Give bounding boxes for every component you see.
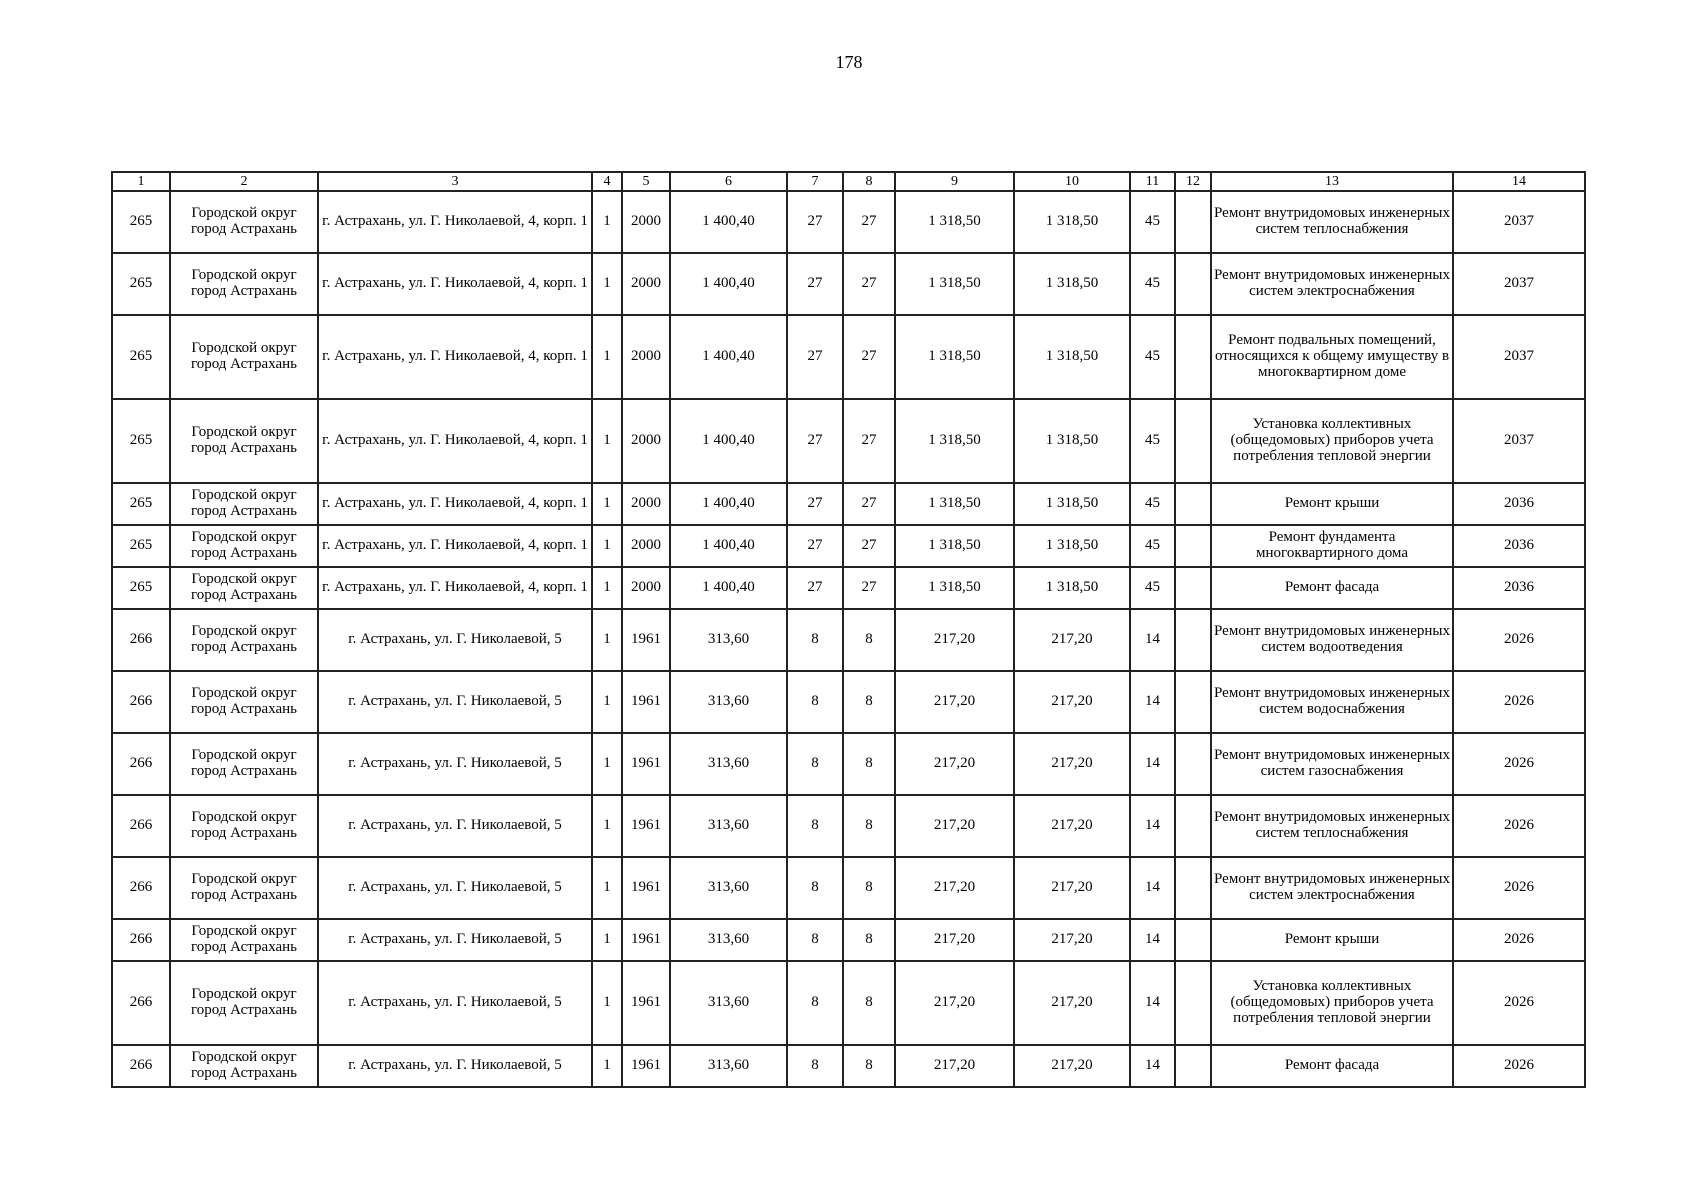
column-header: 6 bbox=[670, 172, 787, 191]
cell-year: 1961 bbox=[622, 609, 670, 671]
table-row bbox=[112, 961, 1585, 1045]
cell-year: 1961 bbox=[622, 961, 670, 1045]
table-header bbox=[112, 172, 1585, 191]
cell-value: 27 bbox=[787, 191, 843, 253]
cell-value bbox=[1175, 733, 1211, 795]
cell-number: 265 bbox=[112, 483, 170, 525]
cell-value: 8 bbox=[787, 795, 843, 857]
cell-area: 217,20 bbox=[1014, 671, 1130, 733]
cell-value bbox=[1175, 857, 1211, 919]
cell-year: 2036 bbox=[1453, 567, 1585, 609]
cell-value: 1 bbox=[592, 961, 622, 1045]
cell-value: 8 bbox=[843, 795, 895, 857]
cell-value bbox=[1175, 609, 1211, 671]
cell-municipality: Городской округ город Астрахань bbox=[170, 733, 318, 795]
cell-value: 1 bbox=[592, 671, 622, 733]
cell-work-type: Ремонт подвальных помещений, относящихся к общему имуществу в многоквартирном доме bbox=[1211, 315, 1453, 399]
cell-area: 313,60 bbox=[670, 609, 787, 671]
cell-work-type: Ремонт фасада bbox=[1211, 1045, 1453, 1087]
cell-value: 27 bbox=[843, 315, 895, 399]
cell-number: 265 bbox=[112, 315, 170, 399]
cell-area: 1 318,50 bbox=[895, 525, 1014, 567]
cell-value: 27 bbox=[787, 483, 843, 525]
cell-area: 217,20 bbox=[895, 1045, 1014, 1087]
cell-year: 2000 bbox=[622, 315, 670, 399]
table-row bbox=[112, 1045, 1585, 1087]
cell-area: 1 318,50 bbox=[1014, 191, 1130, 253]
cell-year: 2026 bbox=[1453, 857, 1585, 919]
cell-value: 14 bbox=[1130, 857, 1175, 919]
header-row bbox=[112, 172, 1585, 191]
cell-value: 14 bbox=[1130, 795, 1175, 857]
cell-number: 265 bbox=[112, 399, 170, 483]
cell-address: г. Астрахань, ул. Г. Николаевой, 5 bbox=[318, 733, 592, 795]
cell-work-type: Ремонт фасада bbox=[1211, 567, 1453, 609]
cell-value bbox=[1175, 191, 1211, 253]
cell-value: 8 bbox=[843, 609, 895, 671]
cell-value: 14 bbox=[1130, 919, 1175, 961]
cell-address: г. Астрахань, ул. Г. Николаевой, 4, корп. 1 bbox=[318, 483, 592, 525]
table-row bbox=[112, 733, 1585, 795]
cell-area: 217,20 bbox=[1014, 961, 1130, 1045]
cell-year: 2026 bbox=[1453, 961, 1585, 1045]
cell-area: 217,20 bbox=[895, 961, 1014, 1045]
cell-value: 45 bbox=[1130, 191, 1175, 253]
cell-year: 2000 bbox=[622, 399, 670, 483]
cell-address: г. Астрахань, ул. Г. Николаевой, 5 bbox=[318, 961, 592, 1045]
cell-value: 8 bbox=[843, 733, 895, 795]
cell-area: 1 400,40 bbox=[670, 483, 787, 525]
cell-work-type: Ремонт внутридомовых инженерных систем электроснабжения bbox=[1211, 253, 1453, 315]
cell-number: 265 bbox=[112, 567, 170, 609]
table-row bbox=[112, 191, 1585, 253]
cell-value: 1 bbox=[592, 919, 622, 961]
cell-area: 1 318,50 bbox=[1014, 399, 1130, 483]
cell-value: 27 bbox=[843, 567, 895, 609]
cell-value: 1 bbox=[592, 525, 622, 567]
cell-value: 8 bbox=[843, 1045, 895, 1087]
cell-municipality: Городской округ город Астрахань bbox=[170, 961, 318, 1045]
cell-year: 2026 bbox=[1453, 733, 1585, 795]
table-row bbox=[112, 795, 1585, 857]
cell-value: 8 bbox=[787, 733, 843, 795]
cell-year: 2037 bbox=[1453, 191, 1585, 253]
cell-area: 217,20 bbox=[1014, 857, 1130, 919]
cell-value: 8 bbox=[787, 919, 843, 961]
column-header: 8 bbox=[843, 172, 895, 191]
cell-value: 14 bbox=[1130, 961, 1175, 1045]
cell-value: 8 bbox=[787, 857, 843, 919]
cell-area: 1 318,50 bbox=[895, 399, 1014, 483]
cell-value bbox=[1175, 1045, 1211, 1087]
cell-municipality: Городской округ город Астрахань bbox=[170, 191, 318, 253]
cell-work-type: Ремонт внутридомовых инженерных систем электроснабжения bbox=[1211, 857, 1453, 919]
cell-area: 313,60 bbox=[670, 671, 787, 733]
cell-area: 1 400,40 bbox=[670, 525, 787, 567]
cell-address: г. Астрахань, ул. Г. Николаевой, 5 bbox=[318, 795, 592, 857]
cell-value: 1 bbox=[592, 1045, 622, 1087]
cell-number: 266 bbox=[112, 609, 170, 671]
cell-area: 217,20 bbox=[895, 609, 1014, 671]
cell-area: 217,20 bbox=[895, 857, 1014, 919]
cell-municipality: Городской округ город Астрахань bbox=[170, 315, 318, 399]
column-header: 3 bbox=[318, 172, 592, 191]
column-header: 7 bbox=[787, 172, 843, 191]
cell-value bbox=[1175, 253, 1211, 315]
cell-year: 2026 bbox=[1453, 671, 1585, 733]
cell-address: г. Астрахань, ул. Г. Николаевой, 4, корп. 1 bbox=[318, 567, 592, 609]
cell-year: 2036 bbox=[1453, 525, 1585, 567]
cell-area: 217,20 bbox=[1014, 919, 1130, 961]
page-number: 178 bbox=[835, 52, 863, 72]
cell-year: 1961 bbox=[622, 919, 670, 961]
table-row bbox=[112, 399, 1585, 483]
cell-value: 8 bbox=[787, 1045, 843, 1087]
cell-year: 2037 bbox=[1453, 315, 1585, 399]
cell-area: 1 318,50 bbox=[1014, 483, 1130, 525]
cell-value: 27 bbox=[787, 315, 843, 399]
cell-area: 217,20 bbox=[895, 733, 1014, 795]
registry-table bbox=[111, 171, 1586, 1088]
cell-work-type: Ремонт крыши bbox=[1211, 483, 1453, 525]
cell-value: 1 bbox=[592, 253, 622, 315]
cell-value bbox=[1175, 483, 1211, 525]
cell-value: 27 bbox=[843, 399, 895, 483]
cell-municipality: Городской округ город Астрахань bbox=[170, 253, 318, 315]
cell-municipality: Городской округ город Астрахань bbox=[170, 857, 318, 919]
cell-value: 14 bbox=[1130, 671, 1175, 733]
cell-number: 266 bbox=[112, 795, 170, 857]
cell-work-type: Установка коллективных (общедомовых) приборов учета потребления тепловой энергии bbox=[1211, 399, 1453, 483]
cell-number: 266 bbox=[112, 1045, 170, 1087]
cell-address: г. Астрахань, ул. Г. Николаевой, 4, корп. 1 bbox=[318, 253, 592, 315]
cell-year: 2036 bbox=[1453, 483, 1585, 525]
cell-municipality: Городской округ город Астрахань bbox=[170, 609, 318, 671]
cell-value: 1 bbox=[592, 567, 622, 609]
table-row bbox=[112, 919, 1585, 961]
cell-value: 14 bbox=[1130, 1045, 1175, 1087]
cell-value: 1 bbox=[592, 399, 622, 483]
cell-area: 1 400,40 bbox=[670, 567, 787, 609]
cell-value: 45 bbox=[1130, 315, 1175, 399]
cell-area: 1 318,50 bbox=[1014, 567, 1130, 609]
cell-value: 1 bbox=[592, 795, 622, 857]
cell-number: 265 bbox=[112, 253, 170, 315]
cell-year: 2026 bbox=[1453, 919, 1585, 961]
cell-address: г. Астрахань, ул. Г. Николаевой, 5 bbox=[318, 609, 592, 671]
cell-value: 8 bbox=[843, 671, 895, 733]
cell-year: 2026 bbox=[1453, 609, 1585, 671]
cell-value bbox=[1175, 315, 1211, 399]
cell-municipality: Городской округ город Астрахань bbox=[170, 919, 318, 961]
cell-address: г. Астрахань, ул. Г. Николаевой, 4, корп. 1 bbox=[318, 525, 592, 567]
cell-address: г. Астрахань, ул. Г. Николаевой, 5 bbox=[318, 919, 592, 961]
cell-area: 217,20 bbox=[895, 795, 1014, 857]
cell-year: 1961 bbox=[622, 795, 670, 857]
cell-value: 1 bbox=[592, 733, 622, 795]
column-header: 9 bbox=[895, 172, 1014, 191]
cell-area: 313,60 bbox=[670, 919, 787, 961]
cell-area: 1 400,40 bbox=[670, 253, 787, 315]
cell-area: 1 318,50 bbox=[1014, 525, 1130, 567]
column-header: 10 bbox=[1014, 172, 1130, 191]
cell-number: 265 bbox=[112, 525, 170, 567]
cell-value bbox=[1175, 525, 1211, 567]
cell-municipality: Городской округ город Астрахань bbox=[170, 399, 318, 483]
cell-area: 1 400,40 bbox=[670, 191, 787, 253]
cell-address: г. Астрахань, ул. Г. Николаевой, 5 bbox=[318, 671, 592, 733]
cell-number: 266 bbox=[112, 961, 170, 1045]
cell-year: 2000 bbox=[622, 567, 670, 609]
cell-municipality: Городской округ город Астрахань bbox=[170, 525, 318, 567]
cell-number: 266 bbox=[112, 857, 170, 919]
table-row bbox=[112, 483, 1585, 525]
table-row bbox=[112, 671, 1585, 733]
cell-year: 1961 bbox=[622, 733, 670, 795]
cell-area: 313,60 bbox=[670, 733, 787, 795]
cell-value bbox=[1175, 671, 1211, 733]
cell-area: 217,20 bbox=[1014, 609, 1130, 671]
cell-area: 313,60 bbox=[670, 961, 787, 1045]
cell-value: 27 bbox=[787, 525, 843, 567]
cell-area: 1 318,50 bbox=[895, 567, 1014, 609]
cell-value: 8 bbox=[843, 919, 895, 961]
cell-address: г. Астрахань, ул. Г. Николаевой, 5 bbox=[318, 857, 592, 919]
cell-area: 217,20 bbox=[1014, 795, 1130, 857]
cell-number: 265 bbox=[112, 191, 170, 253]
cell-area: 1 400,40 bbox=[670, 399, 787, 483]
cell-year: 2026 bbox=[1453, 795, 1585, 857]
column-header: 14 bbox=[1453, 172, 1585, 191]
cell-municipality: Городской округ город Астрахань bbox=[170, 1045, 318, 1087]
cell-value: 27 bbox=[843, 191, 895, 253]
cell-value: 27 bbox=[843, 483, 895, 525]
cell-area: 217,20 bbox=[1014, 733, 1130, 795]
cell-value: 27 bbox=[787, 253, 843, 315]
column-header: 13 bbox=[1211, 172, 1453, 191]
cell-year: 2026 bbox=[1453, 1045, 1585, 1087]
cell-value: 14 bbox=[1130, 609, 1175, 671]
cell-value bbox=[1175, 399, 1211, 483]
column-header: 12 bbox=[1175, 172, 1211, 191]
cell-area: 1 318,50 bbox=[1014, 315, 1130, 399]
cell-work-type: Ремонт внутридомовых инженерных систем водоотведения bbox=[1211, 609, 1453, 671]
cell-number: 266 bbox=[112, 671, 170, 733]
cell-year: 2037 bbox=[1453, 253, 1585, 315]
cell-address: г. Астрахань, ул. Г. Николаевой, 5 bbox=[318, 1045, 592, 1087]
cell-value bbox=[1175, 919, 1211, 961]
column-header: 4 bbox=[592, 172, 622, 191]
cell-value bbox=[1175, 567, 1211, 609]
column-header: 2 bbox=[170, 172, 318, 191]
cell-municipality: Городской округ город Астрахань bbox=[170, 795, 318, 857]
cell-value: 8 bbox=[787, 671, 843, 733]
column-header: 5 bbox=[622, 172, 670, 191]
table-body bbox=[112, 191, 1585, 1087]
cell-value: 45 bbox=[1130, 253, 1175, 315]
column-header: 1 bbox=[112, 172, 170, 191]
cell-work-type: Установка коллективных (общедомовых) приборов учета потребления тепловой энергии bbox=[1211, 961, 1453, 1045]
cell-area: 1 318,50 bbox=[895, 315, 1014, 399]
cell-year: 2037 bbox=[1453, 399, 1585, 483]
cell-value: 8 bbox=[843, 857, 895, 919]
cell-area: 217,20 bbox=[1014, 1045, 1130, 1087]
table-row bbox=[112, 609, 1585, 671]
cell-value bbox=[1175, 961, 1211, 1045]
cell-area: 1 318,50 bbox=[895, 483, 1014, 525]
cell-area: 1 400,40 bbox=[670, 315, 787, 399]
cell-value: 1 bbox=[592, 609, 622, 671]
cell-year: 1961 bbox=[622, 1045, 670, 1087]
cell-area: 1 318,50 bbox=[895, 253, 1014, 315]
cell-value: 1 bbox=[592, 191, 622, 253]
cell-value: 45 bbox=[1130, 399, 1175, 483]
cell-year: 2000 bbox=[622, 191, 670, 253]
cell-area: 217,20 bbox=[895, 919, 1014, 961]
table-row bbox=[112, 857, 1585, 919]
cell-area: 1 318,50 bbox=[1014, 253, 1130, 315]
cell-value bbox=[1175, 795, 1211, 857]
cell-year: 2000 bbox=[622, 525, 670, 567]
table-row bbox=[112, 253, 1585, 315]
table-row bbox=[112, 525, 1585, 567]
cell-value: 8 bbox=[843, 961, 895, 1045]
cell-area: 1 318,50 bbox=[895, 191, 1014, 253]
cell-year: 2000 bbox=[622, 253, 670, 315]
cell-value: 27 bbox=[787, 567, 843, 609]
cell-value: 27 bbox=[843, 253, 895, 315]
cell-area: 313,60 bbox=[670, 795, 787, 857]
cell-area: 217,20 bbox=[895, 671, 1014, 733]
cell-area: 313,60 bbox=[670, 1045, 787, 1087]
cell-value: 8 bbox=[787, 609, 843, 671]
cell-work-type: Ремонт внутридомовых инженерных систем водоснабжения bbox=[1211, 671, 1453, 733]
cell-area: 313,60 bbox=[670, 857, 787, 919]
cell-number: 266 bbox=[112, 919, 170, 961]
cell-value: 1 bbox=[592, 483, 622, 525]
cell-value: 14 bbox=[1130, 733, 1175, 795]
cell-work-type: Ремонт внутридомовых инженерных систем газоснабжения bbox=[1211, 733, 1453, 795]
cell-address: г. Астрахань, ул. Г. Николаевой, 4, корп. 1 bbox=[318, 315, 592, 399]
cell-value: 45 bbox=[1130, 525, 1175, 567]
cell-year: 1961 bbox=[622, 671, 670, 733]
table-row bbox=[112, 315, 1585, 399]
cell-work-type: Ремонт фундамента многоквартирного дома bbox=[1211, 525, 1453, 567]
cell-work-type: Ремонт крыши bbox=[1211, 919, 1453, 961]
cell-value: 45 bbox=[1130, 567, 1175, 609]
cell-value: 45 bbox=[1130, 483, 1175, 525]
cell-value: 8 bbox=[787, 961, 843, 1045]
cell-address: г. Астрахань, ул. Г. Николаевой, 4, корп. 1 bbox=[318, 191, 592, 253]
cell-work-type: Ремонт внутридомовых инженерных систем теплоснабжения bbox=[1211, 795, 1453, 857]
cell-year: 2000 bbox=[622, 483, 670, 525]
cell-value: 27 bbox=[787, 399, 843, 483]
cell-municipality: Городской округ город Астрахань bbox=[170, 671, 318, 733]
cell-address: г. Астрахань, ул. Г. Николаевой, 4, корп. 1 bbox=[318, 399, 592, 483]
cell-work-type: Ремонт внутридомовых инженерных систем теплоснабжения bbox=[1211, 191, 1453, 253]
cell-value: 27 bbox=[843, 525, 895, 567]
cell-value: 1 bbox=[592, 857, 622, 919]
cell-number: 266 bbox=[112, 733, 170, 795]
cell-municipality: Городской округ город Астрахань bbox=[170, 483, 318, 525]
column-header: 11 bbox=[1130, 172, 1175, 191]
cell-year: 1961 bbox=[622, 857, 670, 919]
table-row bbox=[112, 567, 1585, 609]
cell-value: 1 bbox=[592, 315, 622, 399]
cell-municipality: Городской округ город Астрахань bbox=[170, 567, 318, 609]
